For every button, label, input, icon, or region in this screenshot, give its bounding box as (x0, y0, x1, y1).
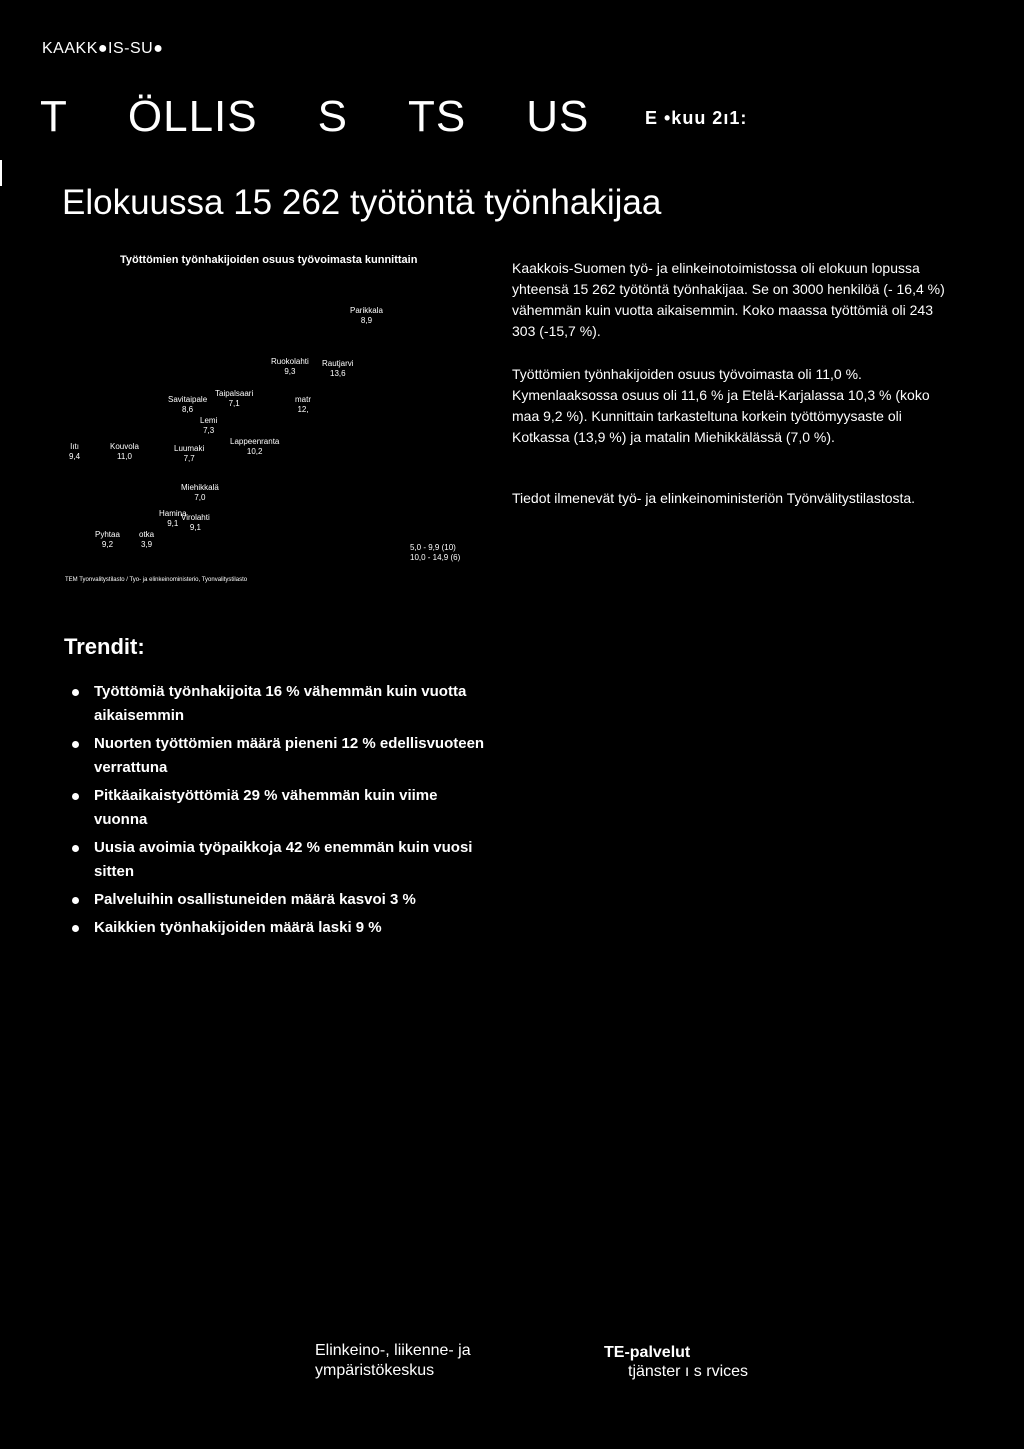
map-label-lappeenranta: Lappeenranta 10,2 (230, 437, 280, 456)
trends-list (72, 680, 492, 944)
trends-heading: Trendit: (64, 634, 145, 659)
legend-entry-low: 5,0 - 9,9 (10) (410, 543, 456, 552)
bullet-icon (72, 925, 79, 932)
map-label-kotka: otka 3,9 (139, 530, 155, 549)
list-item: Kaikkien työnhakijoiden määrä laski 9 % (72, 916, 492, 940)
bullet-icon (72, 793, 79, 800)
map-label-kouvola: Kouvola 11,0 (110, 442, 139, 461)
map-label-hamina: Hamina 9,1 (159, 509, 187, 528)
ely-logo-text: Elinkeino-, liikenne- ja ympäristökeskus (315, 1342, 471, 1379)
summary-paragraph: Kaakkois-Suomen työ- ja elinkeinotoimistossa oli elokuun lopussa yhteensä 15 262 työtöntä työnhakijaa. Se on 3000 henkilöä (- 16,4 %) vähemmän kuin vuotta aikaisemmin. Koko maassa työttömiä oli 243 303 (-15,7 %). (512, 260, 945, 339)
map-label-lemi: Lemi 7,3 (200, 416, 218, 435)
list-item: Palveluihin osallistuneiden määrä kasvoi 3 % (72, 888, 492, 912)
region-label: KAAKK●IS-SU● (42, 40, 164, 57)
map-label-luumaki: Luumaki 7,7 (174, 444, 205, 463)
map-label-imatra: matr 12, (295, 395, 311, 414)
map-label-iitti: Iıtı 9,4 (69, 442, 81, 461)
map-title: Työttömien työnhakijoiden osuus työvoimasta kunnittain (120, 254, 418, 266)
title-part-5: US (526, 92, 590, 141)
map-label-miehikkala: Miehikkalä 7,0 (181, 483, 219, 502)
list-item: Pitkäaikaistyöttömiä 29 % vähemmän kuin viime vuonna (72, 784, 492, 832)
title-part-2: ÖLLIS (127, 92, 258, 141)
municipality-map (55, 270, 465, 600)
headline: Elokuussa 15 262 työtöntä työnhakijaa (62, 183, 662, 222)
source-paragraph: Tiedot ilmenevät työ- ja elinkeinoministeriön Työnvälitystilastosta. (512, 490, 916, 506)
title-part-1: T (40, 92, 68, 141)
title-part-4: TS (408, 92, 467, 141)
list-item: Uusia avoimia työpaikkoja 42 % enemmän kuin vuosi sitten (72, 836, 492, 884)
rate-paragraph: Työttömien työnhakijoiden osuus työvoimasta oli 11,0 %. Kymenlaaksossa osuus oli 11,6 % ja Etelä-Karjalassa 10,3 % (koko maa 9,2 %). Kunnittain tarkasteltuna korkein työttömyysaste oli Kotkassa (13,9 %) ja matalin Miehikkälässä (7,0 %). (512, 366, 930, 445)
map-label-virolahti: Virolahti 9,1 (181, 513, 210, 532)
te-services-logo-subtitle: tjänster ı s rvices (628, 1363, 749, 1380)
edge-marker (0, 160, 2, 186)
date-label: E •kuu 2ı1: (645, 108, 748, 128)
bullet-icon (72, 689, 79, 696)
list-item: Työttömiä työnhakijoita 16 % vähemmän kuin vuotta aikaisemmin (72, 680, 492, 728)
map-label-parikkala: Parikkala 8,9 (350, 306, 383, 325)
list-item: Nuorten työttömien määrä pieneni 12 % edellisvuoteen verrattuna (72, 732, 492, 780)
map-source: TEM Tyonvalitystilasto / Tyo- ja elinkeinoministerio, Tyonvalitystilasto (65, 577, 248, 583)
map-label-rautjarvi: Rautjarvi 13,6 (322, 359, 354, 378)
legend-entry-high: 10,0 - 14,9 (6) (410, 553, 461, 562)
bullet-icon (72, 897, 79, 904)
bullet-icon (72, 845, 79, 852)
page-title (40, 92, 589, 142)
te-services-logo-title: TE-palvelut (604, 1344, 691, 1361)
title-part-3: S (317, 92, 348, 141)
map-label-ruokolahti: Ruokolahti 9,3 (271, 357, 309, 376)
map-label-pyhtaa: Pyhtaa 9,2 (95, 530, 120, 549)
map-label-savitaipale: Savitaipale 8,6 (168, 395, 208, 414)
bullet-icon (72, 741, 79, 748)
map-label-taipalsaari: Taipalsaari 7,1 (215, 389, 254, 408)
